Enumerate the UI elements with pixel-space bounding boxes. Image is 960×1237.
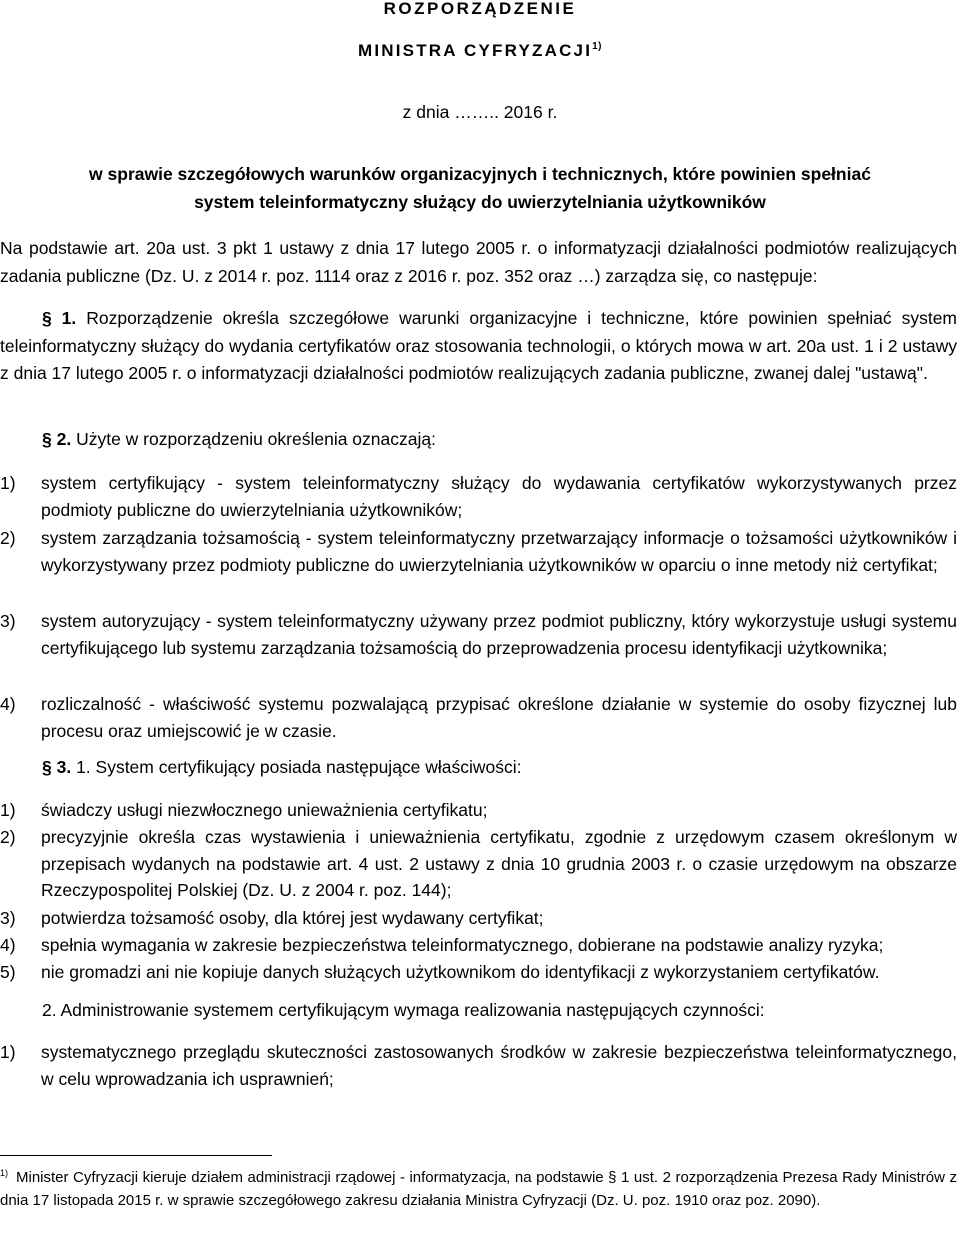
section-1-text: Rozporządzenie określa szczegółowe warunki organizacyjne i techniczne, które powinien spełniać system teleinformatyczny służący do wydania certyfikatów oraz stosowania technologii, o których mowa w art. 20a ust. 1 i 2 ustawy z dnia 17 lutego 2005 r. o informatyzacji działalności podmiotów realizujących zadania publiczne, zwanej dalej "ustawą". xyxy=(0,308,957,383)
section-3-label: § 3. xyxy=(42,757,72,777)
list-item xyxy=(0,959,957,986)
item-number: 1) xyxy=(0,473,16,493)
list-item xyxy=(0,608,957,691)
section-3-paragraph-2: 2. Administrowanie systemem certyfikującym wymaga realizowania następujących czynności: xyxy=(42,1000,765,1020)
footnote-marker: 1) xyxy=(0,1168,9,1178)
list-item xyxy=(0,470,957,525)
section-1 xyxy=(0,305,957,388)
item-text: spełnia wymagania w zakresie bezpieczeństwa teleinformatycznego, dobierane na podstawie analizy ryzyka; xyxy=(41,935,884,955)
list-item xyxy=(0,797,957,824)
item-text: system certyfikujący - system teleinformatyczny służący do wydawania certyfikatów wykorzystywanych przez podmioty publiczne do uwierzytelniania użytkowników; xyxy=(41,473,957,520)
item-text: nie gromadzi ani nie kopiuje danych służących użytkownikom do identyfikacji z wykorzystaniem certyfikatów. xyxy=(41,962,880,982)
document-title: ROZPORZĄDZENIE xyxy=(383,0,577,18)
section-1-label: § 1. xyxy=(42,308,77,328)
list-item xyxy=(0,905,957,932)
item-number: 4) xyxy=(0,935,16,955)
issuing-authority xyxy=(0,41,960,61)
item-text: rozliczalność - właściwość systemu pozwalającą przypisać określone działanie w systemie do osoby fizycznej lub procesu oraz umiejscowić je w czasie. xyxy=(41,694,957,741)
item-number: 1) xyxy=(0,800,16,820)
section-2-label: § 2. xyxy=(42,429,72,449)
item-text: system zarządzania tożsamością - system teleinformatyczny przetwarzający informacje o tożsamości użytkowników i wykorzystywany przez podmioty publiczne do uwierzytelniania użytkowników w oparciu o inne metody niż certyfikat; xyxy=(41,528,957,575)
item-number: 2) xyxy=(0,827,16,847)
list-item xyxy=(0,1039,957,1092)
list-item xyxy=(0,525,957,608)
section-3-intro xyxy=(0,754,957,782)
section-3-activities xyxy=(0,1039,957,1092)
section-3-properties xyxy=(0,797,957,986)
footnote-reference: 1) xyxy=(592,41,603,52)
list-item xyxy=(0,691,957,746)
item-text: świadczy usługi niezwłocznego unieważnienia certyfikatu; xyxy=(41,800,488,820)
document-date: z dnia …….. 2016 r. xyxy=(402,102,558,122)
item-number: 2) xyxy=(0,528,16,548)
section-2-intro xyxy=(0,426,957,454)
document-subject: w sprawie szczegółowych warunków organizacyjnych i technicznych, które powinien spełniać system teleinformatyczny służący do uwierzytelniania użytkowników xyxy=(89,164,871,212)
section-2-definitions xyxy=(0,470,957,746)
item-number: 3) xyxy=(0,908,16,928)
item-text: system autoryzujący - system teleinformatyczny używany przez podmiot publiczny, który wykorzystuje usługi systemu certyfikującego lub systemu zarządzania tożsamością do przeprowadzenia procesu identyfikacji użytkownika; xyxy=(41,611,957,658)
item-text: potwierdza tożsamość osoby, dla której jest wydawany certyfikat; xyxy=(41,908,544,928)
footnote-text: Minister Cyfryzacji kieruje działem administracji rządowej - informatyzacja, na podstawie § 1 ust. 2 rozporządzenia Prezesa Rady Ministrów z dnia 17 listopada 2015 r. w sprawie szczegółowego zakresu działania Ministra Cyfryzacji (Dz. U. poz. 1910 oraz poz. 2090). xyxy=(0,1169,957,1209)
item-number: 1) xyxy=(0,1042,16,1062)
section-2-text: Użyte w rozporządzeniu określenia oznaczają: xyxy=(71,429,436,449)
footnote-separator xyxy=(0,1155,272,1156)
list-item xyxy=(0,932,957,959)
section-3-text: 1. System certyfikujący posiada następujące właściwości: xyxy=(71,757,522,777)
list-item xyxy=(0,824,957,905)
item-text: precyzyjnie określa czas wystawienia i unieważnienia certyfikatu, zgodnie z urzędowym czasem określonym w przepisach wydanych na podstawie art. 4 ust. 2 ustawy z dnia 10 grudnia 2003 r. o czasie urzędowym na obszarze Rzeczypospolitej Polskiej (Dz. U. z 2004 r. poz. 144); xyxy=(41,827,957,900)
footnote xyxy=(0,1166,957,1212)
item-number: 4) xyxy=(0,694,16,714)
item-number: 3) xyxy=(0,611,16,631)
preamble: Na podstawie art. 20a ust. 3 pkt 1 ustawy z dnia 17 lutego 2005 r. o informatyzacji działalności podmiotów realizujących zadania publiczne (Dz. U. z 2014 r. poz. 1114 oraz z 2016 r. poz. 352 oraz …) zarządza się, co następuje: xyxy=(0,238,957,286)
item-text: systematycznego przeglądu skuteczności zastosowanych środków w zakresie bezpieczeństwa teleinformatycznego, w celu wprowadzania ich usprawnień; xyxy=(41,1042,957,1089)
item-number: 5) xyxy=(0,962,16,982)
authority-name: MINISTRA CYFRYZACJI xyxy=(357,41,593,60)
